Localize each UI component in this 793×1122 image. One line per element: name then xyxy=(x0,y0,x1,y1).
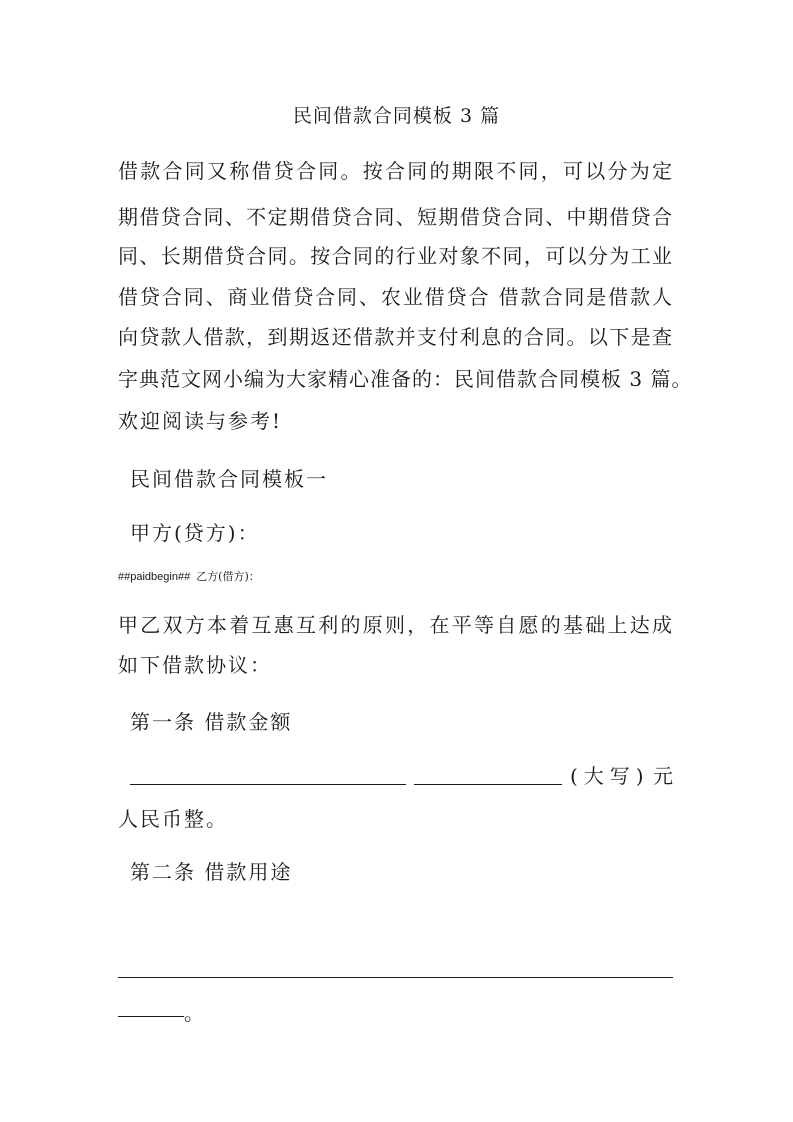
amount-caps-label: (大写) xyxy=(570,764,650,788)
article-2-heading: 第二条 借款用途 xyxy=(130,860,293,884)
paid-marker: ##paidbegin## xyxy=(118,571,191,583)
intro-line-6: 字典范文网小编为大家精心准备的：民间借款合同模板 3 篇。 xyxy=(118,367,693,391)
intro-line-1: 借款合同又称借贷合同。按合同的期限不同，可以分为定 xyxy=(118,159,673,183)
party-b-label: 乙方(借方)： xyxy=(196,570,260,583)
intro-line-3: 同、长期借贷合同。按合同的行业对象不同，可以分为工业 xyxy=(118,244,673,268)
intro-line-5: 向贷款人借款，到期返还借款并支付利息的合同。以下是查 xyxy=(118,325,673,349)
intro-line-2: 期借贷合同、不定期借贷合同、短期借贷合同、中期借贷合 xyxy=(118,205,673,229)
intro-line-4: 借贷合同、商业借贷合同、农业借贷合 借款合同是借款人 xyxy=(118,285,673,309)
purpose-blank-line xyxy=(118,977,673,978)
amount-unit: 元 xyxy=(653,764,673,788)
intro-last-line: 欢迎阅读与参考! xyxy=(118,409,283,433)
template-heading: 民间借款合同模板一 xyxy=(130,467,328,491)
purpose-blank-tail xyxy=(118,1000,218,1026)
document-title: 民间借款合同模板 3 篇 xyxy=(292,105,501,127)
article-1-heading: 第一条 借款金额 xyxy=(130,710,293,734)
amount-tail: 人民币整。 xyxy=(118,807,228,831)
party-a-label: 甲方(贷方)： xyxy=(130,521,260,545)
amount-blank-1 xyxy=(130,784,406,785)
purpose-end-mark: 。 xyxy=(184,1001,204,1025)
amount-blank-row xyxy=(130,763,673,789)
agreement-line-1: 甲乙双方本着互惠互利的原则，在平等自愿的基础上达成 xyxy=(118,613,673,637)
amount-blank-2 xyxy=(414,784,562,785)
purpose-blank-short xyxy=(118,1016,184,1017)
agreement-last-line: 如下借款协议： xyxy=(118,653,272,677)
party-b-row xyxy=(118,569,260,585)
